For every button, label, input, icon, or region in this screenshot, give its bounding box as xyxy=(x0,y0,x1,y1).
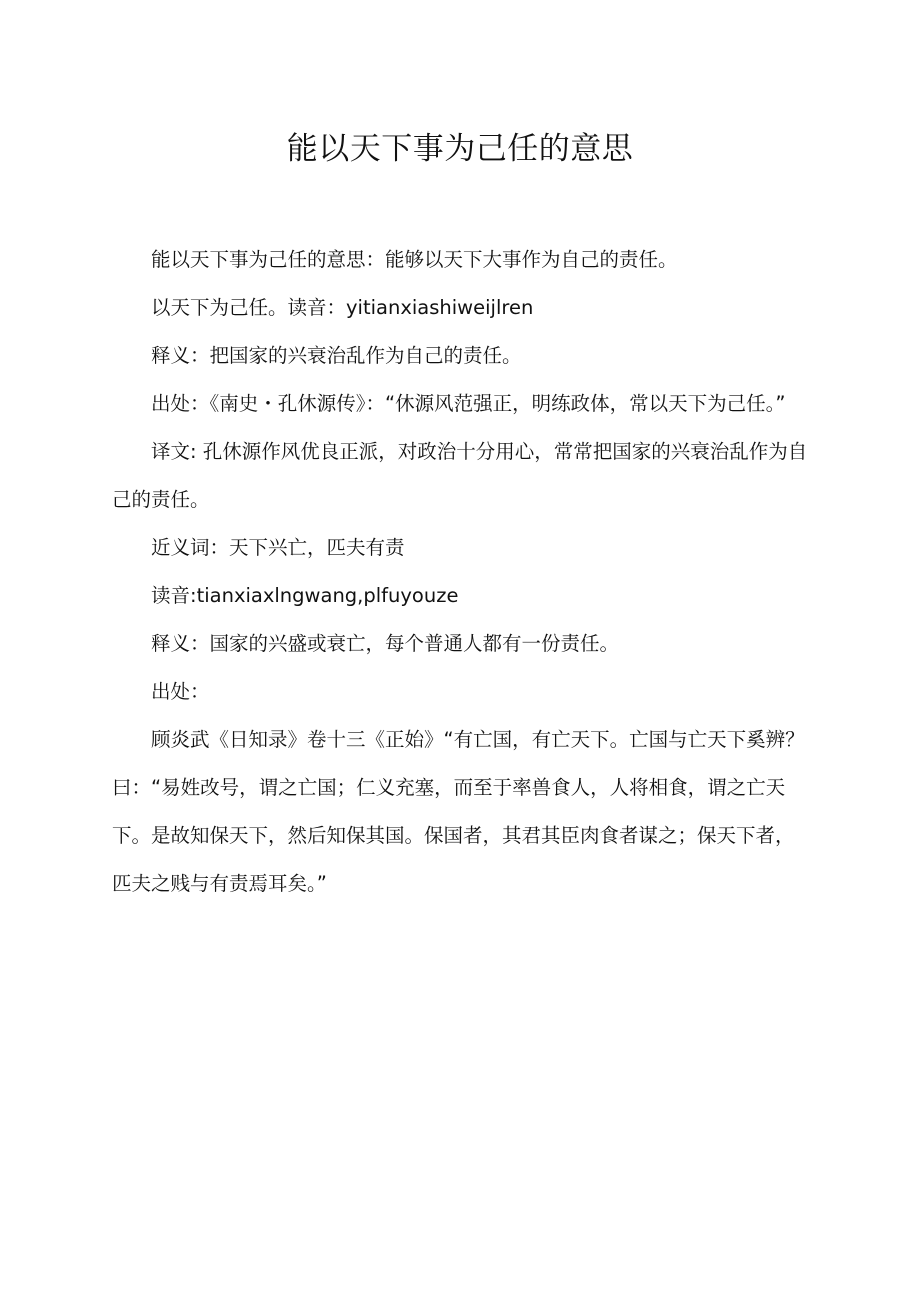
paragraph-synonym-pronunciation: 读音:tianxiaxlngwang,plfuyouze xyxy=(151,584,459,607)
paragraph-meaning: 释义：把国家的兴衰治乱作为自己的责任。 xyxy=(151,344,522,367)
paragraph-source: 出处：《南史・孔休源传》：“休源风范强正，明练政体，常以天下为己任。” xyxy=(151,392,786,415)
paragraph-synonym-source-quote: 顾炎武《日知录》卷十三《正始》“有亡国，有亡天下。亡国与亡天下奚辨？曰：“易姓改号，谓之亡国；仁义充塞，而至于率兽食人，人将相食，谓之亡天下。是故知保天下，然后知保其国。保国者，其君其臣肉食者谋之；保天下者，匹夫之贱与有责焉耳矣。” xyxy=(112,728,805,895)
page-title: 能以天下事为己任的意思 xyxy=(286,131,634,167)
paragraph-translation: 译文: 孔休源作风优良正派，对政治十分用心，常常把国家的兴衰治乱作为自己的责任。 xyxy=(112,440,808,511)
paragraph-definition: 能以天下事为己任的意思：能够以天下大事作为自己的责任。 xyxy=(151,248,678,271)
paragraph-synonym-source-label: 出处： xyxy=(151,680,210,703)
paragraph-pronunciation: 以天下为己任。读音：yitianxiashiweijlren xyxy=(151,296,534,319)
paragraph-synonym-meaning: 释义：国家的兴盛或衰亡，每个普通人都有一份责任。 xyxy=(151,632,620,655)
document-body xyxy=(112,236,812,908)
paragraph-synonym: 近义词：天下兴亡，匹夫有责 xyxy=(151,536,405,559)
